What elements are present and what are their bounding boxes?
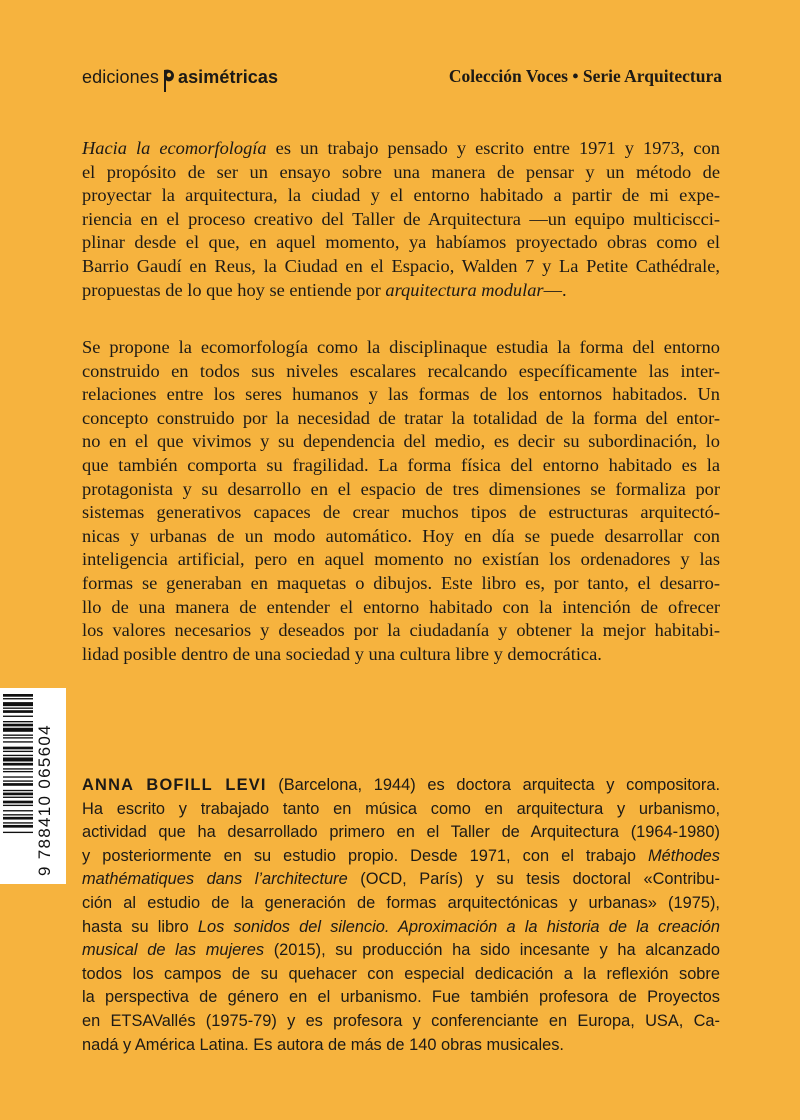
barcode-bar: [3, 721, 33, 722]
work-title: Los sonidos del silencio. Aproximación a la historia de la creación: [197, 917, 720, 936]
bio-text: (OCD, París) y su tesis doctoral «Contribu-: [347, 870, 720, 889]
barcode-bar: [3, 708, 33, 709]
barcode-bar: [3, 702, 33, 706]
isbn-digits: 9 788410 065604: [35, 724, 54, 876]
barcode-bar: [3, 768, 33, 769]
publisher-logo: [82, 62, 278, 88]
bio-line: ción al estudio de la generación de formas arquitectónicas y urbanas» (1975),: [82, 893, 720, 912]
barcode-bar: [3, 801, 33, 804]
italic-term: arquitectura modular: [385, 279, 544, 300]
body-line: sistemas generativos capaces de crear muchos tipos de estructuras arquitectó-: [82, 502, 720, 523]
ecomorfologia-paragraph: [82, 336, 720, 666]
barcode-bar: [3, 776, 33, 777]
intro-line: el propósito de ser un ensayo sobre una manera de pensar y un método de: [82, 161, 720, 182]
barcode-bar: [3, 780, 33, 781]
barcode-bar: [3, 771, 33, 772]
barcode-bar: [3, 805, 33, 806]
work-title: Méthodes: [648, 846, 720, 865]
barcode-bar: [3, 755, 33, 756]
body-line: no en el que vivimos y su dependencia del medio, es decir su subordinación, lo: [82, 431, 720, 452]
bio-text: (2015), su producción ha sido incesante y ha alcanzado: [264, 941, 721, 960]
body-line: protagonista y su desarrollo en el espacio de tres dimensiones se formaliza por: [82, 478, 720, 499]
body-line: formas se generaban en maquetas o dibujos. Este libro es, por tanto, el desarro-: [82, 572, 720, 593]
barcode-bar: [3, 790, 33, 791]
barcode: [0, 688, 66, 884]
barcode-bar: [3, 763, 33, 766]
body-line: Se propone la ecomorfología como la disciplinaque estudia la forma del entorno: [82, 337, 720, 357]
body-line: concepto construido por la necesidad de tratar la totalidad de la forma del entor-: [82, 407, 720, 428]
bio-line: la perspectiva de género en el urbanismo. Fue también profesora de Proyectos: [82, 988, 720, 1007]
barcode-bar: [3, 694, 33, 697]
barcode-bar: [3, 737, 33, 738]
barcode-bar: [3, 797, 33, 798]
work-title: mathématiques dans l’architecture: [82, 870, 348, 889]
body-line: nicas y urbanas de un modo automático. Hoy en día se puede desarrollar con: [82, 525, 720, 546]
barcode-bar: [3, 822, 33, 823]
body-line: lidad posible dentro de una sociedad y una cultura libre y democrática.: [82, 643, 602, 664]
barcode-bar: [3, 814, 33, 815]
body-line: relaciones entre los seres humanos y las formas de los entornos habitados. Un: [82, 384, 720, 405]
barcode-bar: [3, 751, 33, 752]
body-line: que también comporta su fragilidad. La forma física del entorno habitado es la: [82, 454, 720, 475]
author-bio: [82, 774, 720, 1057]
body-line: los valores necesarios y deseados por la ciudadanía y obtener la mejor habitabi-: [82, 620, 720, 641]
bio-text: (Barcelona, 1944) es doctora arquitecta y compositora.: [266, 776, 720, 794]
barcode-bar: [3, 757, 33, 761]
barcode-bar: [3, 832, 33, 833]
work-title: musical de las mujeres: [82, 941, 265, 960]
barcode-bar: [3, 724, 33, 727]
barcode-bar: [3, 747, 33, 750]
bio-text: hasta su libro: [82, 917, 198, 936]
barcode-bar: [3, 817, 33, 820]
intro-line: riencia en el proceso creativo del Taller de Arquitectura —un equipo multiciscci-: [82, 208, 720, 229]
author-name: ANNA BOFILL LEVI: [82, 776, 267, 794]
barcode-bars-icon: [0, 688, 66, 884]
intro-line: Barrio Gaudí en Reus, la Ciudad en el Espacio, Walden 7 y La Petite Cathédrale,: [82, 255, 720, 276]
barcode-bar: [3, 741, 33, 742]
publisher-name: asimétricas: [177, 67, 279, 87]
bio-line: actividad que ha desarrollado primero en el Taller de Arquitectura (1964-1980): [82, 823, 720, 842]
intro-text: es un trabajo pensado y escrito entre 1971 y 1973, con: [266, 138, 720, 158]
bio-line: todos los campos de su quehacer con especial dedicación a la reflexión sobre: [82, 964, 720, 983]
barcode-bar: [3, 783, 33, 786]
intro-line: plinar desde el que, en aquel momento, ya habíamos proyectado obras como el: [82, 232, 720, 253]
intro-text: propuestas de lo que hoy se entiende por: [82, 279, 386, 300]
barcode-bar: [3, 793, 33, 796]
intro-paragraph: [82, 137, 720, 302]
body-line: construido en todos sus niveles escalares recalcando específicamente las inter-: [82, 360, 720, 381]
barcode-bar: [3, 735, 33, 736]
body-line: inteligencia artificial, pero en aquel momento no existían los ordenadores y las: [82, 549, 720, 570]
bio-line: [82, 868, 720, 892]
intro-line: proyectar la arquitectura, la ciudad y el entorno habitado a partir de mi expe-: [82, 185, 720, 206]
bio-text: y posteriormente en su estudio propio. Desde 1971, con el trabajo: [82, 846, 649, 865]
bio-line: en ETSAVallés (1975-79) y es profesora y conferenciante en Europa, USA, Ca-: [82, 1011, 720, 1030]
bio-line: [82, 939, 720, 963]
barcode-bar: [3, 710, 33, 713]
collection-label: Colección Voces • Serie Arquitectura: [448, 66, 722, 86]
bio-line: [82, 774, 720, 798]
barcode-bar: [3, 728, 33, 732]
bio-line: [82, 916, 720, 940]
intro-text: —.: [543, 279, 567, 300]
bio-line: Ha escrito y trabajado tanto en música como en arquitectura y urbanismo,: [82, 799, 720, 818]
book-title: Hacia la ecomorfología: [82, 138, 267, 158]
body-line: llo de una manera de entender el entorno habitado con la intención de ofrecer: [82, 596, 720, 617]
barcode-bar: [3, 698, 33, 699]
barcode-bar: [3, 810, 33, 811]
intro-line: [82, 279, 720, 303]
publisher-prefix: ediciones: [82, 67, 159, 87]
barcode-bar: [3, 716, 33, 717]
barcode-bar: [3, 825, 33, 828]
bio-line: [82, 845, 720, 869]
intro-line: [82, 137, 720, 161]
bio-line: nadá y América Latina. Es autora de más de 140 obras musicales.: [82, 1035, 564, 1054]
publisher-mark-icon: [162, 68, 176, 94]
header: [82, 62, 722, 92]
